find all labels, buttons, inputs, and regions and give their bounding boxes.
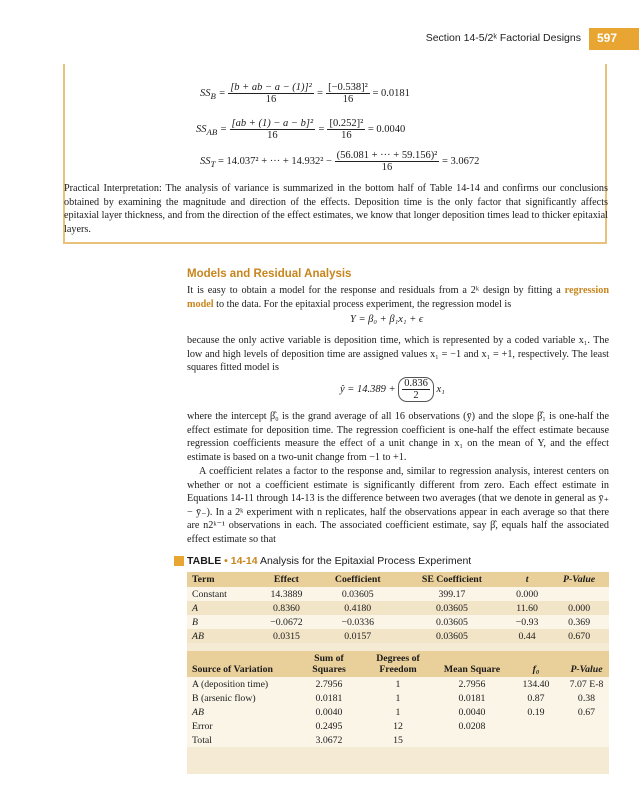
regression-model-equation: Y = β₀ + β₁x₁ + ϵ — [350, 314, 424, 325]
table-row: A 0.8360 0.4180 0.03605 11.60 0.000 — [187, 601, 609, 615]
table-row: B (arsenic flow) 0.0181 1 0.0181 0.87 0.38 — [187, 691, 609, 705]
col-header: Degrees of Freedom — [360, 651, 436, 677]
col-header: f₀ — [508, 651, 564, 677]
col-header: t — [505, 572, 549, 587]
col-header: SE Coefficient — [399, 572, 505, 587]
ssb-equation: $SS_B$ = $\frac{\text{[b + ab − a − (1)]²}}{16}$ = $\frac{\text{[−0.538]²}}{16}$ = 0.0181 — [200, 82, 410, 105]
col-header: Term — [187, 572, 256, 587]
table-row: A (deposition time) 2.7956 1 2.7956 134.40 7.07 E-8 — [187, 677, 609, 691]
ssab-equation: $SS_{AB}$ = $\frac{\text{[ab + (1) − a − b]²}}{16}$ = $\frac{\text{[0.252]²}}{16}$ = 0.0040 — [196, 118, 406, 141]
col-header: Sum of Squares — [298, 651, 360, 677]
table-row: Total 3.0672 15 — [187, 733, 609, 747]
col-header: Coefficient — [317, 572, 399, 587]
table-caption: TABLE • 14-14 Analysis for the Epitaxial Process Experiment — [187, 555, 472, 567]
table-row: Error 0.2495 12 0.0208 — [187, 719, 609, 733]
sst-equation: $SS_T = 14.037^2$ + ··· + 14.932² − $\frac{\text{(56.081 + ··· + 59.156)²}}{16}$ = 3.0672 — [200, 150, 480, 173]
table-row: Constant 14.3889 0.03605 399.17 0.000 — [187, 587, 609, 601]
practical-interpretation: Practical Interpretation: The analysis of variance is summarized in the bottom half of Table 14-14 and confirms our conclusions obtained by examining the magnitude and direction of the effects. Deposition time is the only factor that significantly affects epitaxial layer thickness, and from the direction of the effect estimates, we know that longer deposition times lead to thicker epitaxial layers. — [64, 183, 608, 235]
running-head: Section 14-5/2ᵏ Factorial Designs — [425, 32, 581, 44]
col-header: Effect — [256, 572, 316, 587]
models-paragraph-1: It is easy to obtain a model for the response and residuals from a 2ᵏ design by fitting a regression model to the data. For the epitaxial process experiment, the regression model is — [187, 285, 609, 310]
page-header — [0, 28, 639, 50]
anova-table — [187, 651, 609, 747]
analysis-table — [187, 572, 609, 774]
coefficient-table — [187, 572, 609, 643]
col-header: Mean Square — [436, 651, 508, 677]
page-number-box — [589, 28, 639, 50]
table-marker — [174, 556, 184, 566]
fitted-model-equation: ŷ = 14.389 + $\frac{0.836}{2}$ x₁ — [340, 378, 445, 401]
regression-model-link[interactable]: regression model — [187, 285, 609, 310]
models-paragraph-3: where the intercept β̂₀ is the grand average of all 16 observations (ȳ) and the slope β̂₁ is one-half the effect estimate for deposition time. The regression coefficient is one-half the effect estimate because regression coefficients measure the effect of a unit change in x₁ on the mean of Y, and the effect estimate is based on a two-unit change from −1 to +1. — [187, 411, 609, 463]
col-header: P-Value — [549, 572, 609, 587]
models-paragraph-4: A coefficient relates a factor to the response and, similar to regression analysis, interest centers on whether or not a coefficient estimate is significantly different from zero. Each effect estimate in Equations 14-11 through 14-13 is the difference between two averages (that we denote in general as ȳ₊ − ȳ₋). In a 2ᵏ experiment with n replicates, half the observations appear in each average so that there are n2ᵏ⁻¹ observations in each. The associated coefficient estimate, say β̂, equals half the associated effect estimate so that — [187, 466, 609, 545]
col-header: P-Value — [564, 651, 609, 677]
col-header: Source of Variation — [187, 651, 298, 677]
page-number: 597 — [597, 31, 618, 45]
section-title: Models and Residual Analysis — [187, 268, 352, 280]
table-row: AB 0.0040 1 0.0040 0.19 0.67 — [187, 705, 609, 719]
table-row: AB 0.0315 0.0157 0.03605 0.44 0.670 — [187, 629, 609, 643]
table-row: B −0.0672 −0.0336 0.03605 −0.93 0.369 — [187, 615, 609, 629]
models-paragraph-2: because the only active variable is deposition time, which is represented by a coded variable x₁. The low and high levels of deposition time are assigned values x₁ = −1 and x₁ = +1, respectively. The least squares fitted model is — [187, 335, 609, 374]
